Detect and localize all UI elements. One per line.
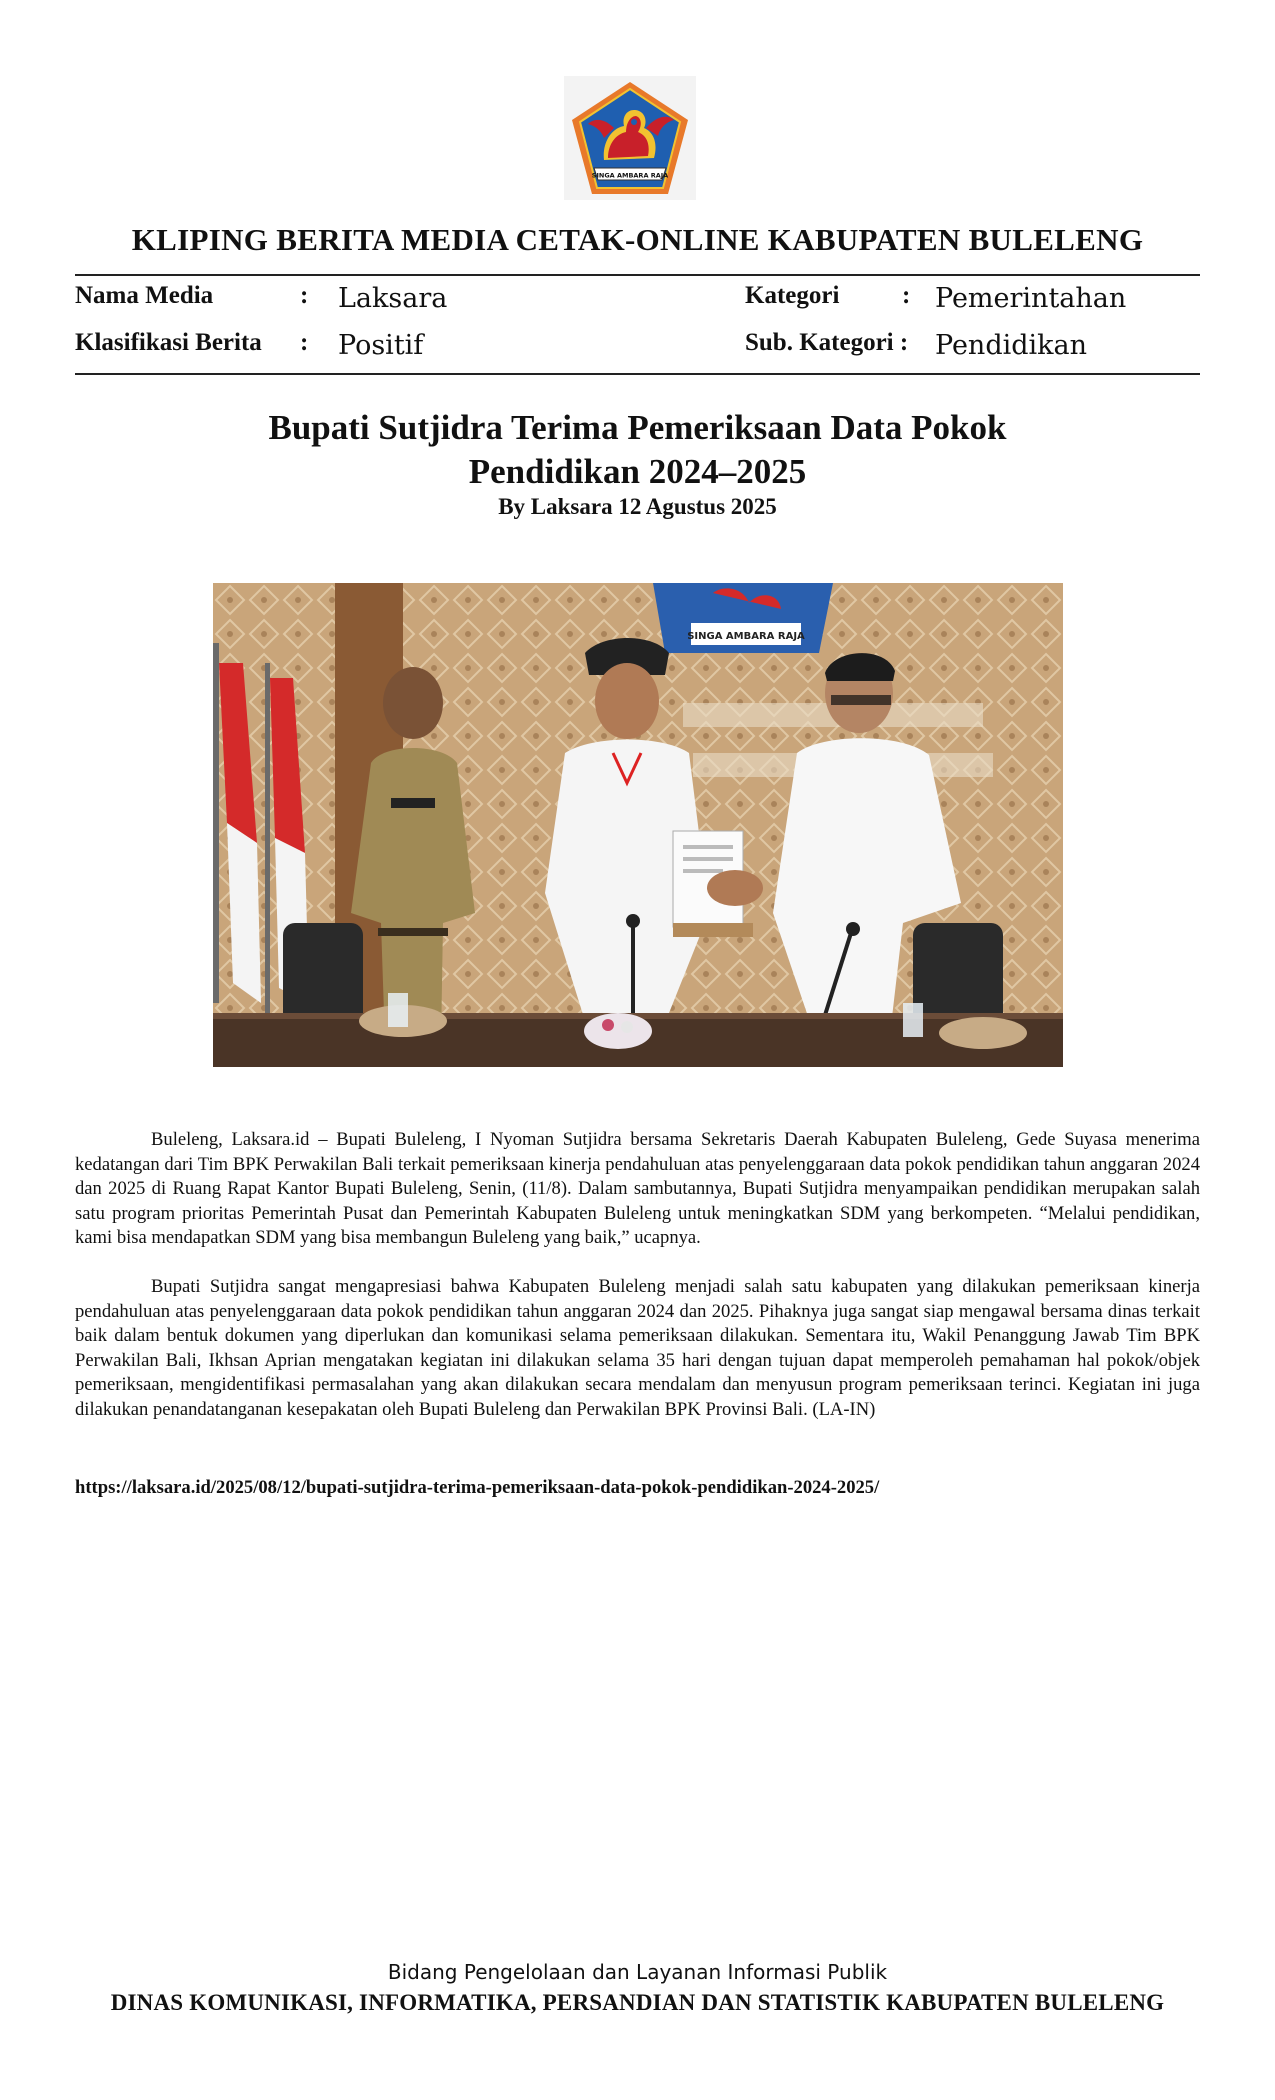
footer-agency: DINAS KOMUNIKASI, INFORMATIKA, PERSANDIAN DAN STATISTIK KABUPATEN BULELENG — [110, 1990, 1165, 2015]
klasifikasi-value: Positif — [338, 330, 424, 361]
article-paragraph-1: Buleleng, Laksara.id – Bupati Buleleng, I Nyoman Sutjidra bersama Sekretaris Daerah Kabupaten Buleleng, Gede Suyasa menerima kedatangan dari Tim BPK Perwakilan Bali terkait pemeriksaan kinerja pendahuluan atas penyelenggaraan data pokok pendidikan tahun anggaran 2024 dan 2025 di Ruang Rapat Kantor Bupati Buleleng, Senin, (11/8). Dalam sambutannya, Bupati Sutjidra menyampaikan pendidikan merupakan salah satu program prioritas Pemerintah Pusat dan Pemerintah Kabupaten Buleleng untuk meningkatkan SDM yang berkompeten. “Melalui pendidikan, kami bisa mendapatkan SDM yang bisa membangun Buleleng yang baik,” ucapnya. — [75, 1129, 1200, 1249]
media-label: Nama Media — [75, 282, 214, 309]
klasifikasi-colon: : — [300, 329, 309, 356]
subkategori-value: Pendidikan — [935, 330, 1088, 361]
footer-department: Bidang Pengelolaan dan Layanan Informasi Publik — [387, 1960, 888, 1984]
subkategori-label: Sub. Kategori : — [745, 329, 909, 356]
kategori-colon: : — [902, 282, 911, 309]
article-byline: By Laksara 12 Agustus 2025 — [498, 494, 777, 519]
photo-banner-text: SINGA AMBARA RAJA — [687, 631, 805, 642]
headline-line-2: Pendidikan 2024–2025 — [468, 452, 807, 491]
article-headline — [175, 406, 1100, 494]
source-link[interactable]: https://laksara.id/2025/08/12/bupati-sutjidra-terima-pemeriksaan-data-pokok-pendidikan-2024-2025/ — [75, 1477, 880, 1498]
article-paragraph-2: Bupati Sutjidra sangat mengapresiasi bahwa Kabupaten Buleleng menjadi salah satu kabupaten yang dilakukan pemeriksaan kinerja pendahuluan atas penyelenggaraan data pokok pendidikan tahun anggaran 2024 dan 2025. Pihaknya juga sangat siap mengawal bersama dinas terkait baik dalam bentuk dokumen yang diperlukan dan komunikasi selama pemeriksaan dilakukan. Sementara itu, Wakil Penanggung Jawab Tim BPK Perwakilan Bali, Ikhsan Aprian mengatakan kegiatan ini dilakukan selama 35 hari dengan tujuan dapat memperoleh pemahaman hal pokok/objek pemeriksaan, mengidentifikasi permasalahan yang akan dilakukan secara mendalam dan menyusun program pemeriksaan terinci. Kegiatan ini juga dilakukan penandatanganan kesepakatan oleh Bupati Buleleng dan Perwakilan BPK Provinsi Bali. (LA-IN) — [75, 1275, 1200, 1420]
document-title: KLIPING BERITA MEDIA CETAK-ONLINE KABUPATEN BULELENG — [131, 222, 1144, 257]
article-body — [75, 1128, 1200, 1447]
emblem-banner-text: SINGA AMBARA RAJA — [591, 171, 669, 180]
regency-emblem-icon — [564, 76, 696, 200]
kategori-value: Pemerintahan — [935, 283, 1127, 314]
media-colon: : — [300, 282, 309, 309]
header-top-rule — [75, 274, 1200, 276]
header-bottom-rule — [75, 373, 1200, 375]
klasifikasi-label: Klasifikasi Berita — [75, 329, 262, 356]
kategori-label: Kategori — [745, 282, 840, 309]
article-photo — [213, 583, 1063, 1067]
headline-line-1: Bupati Sutjidra Terima Pemeriksaan Data Pokok — [268, 408, 1007, 447]
media-value: Laksara — [338, 283, 448, 314]
